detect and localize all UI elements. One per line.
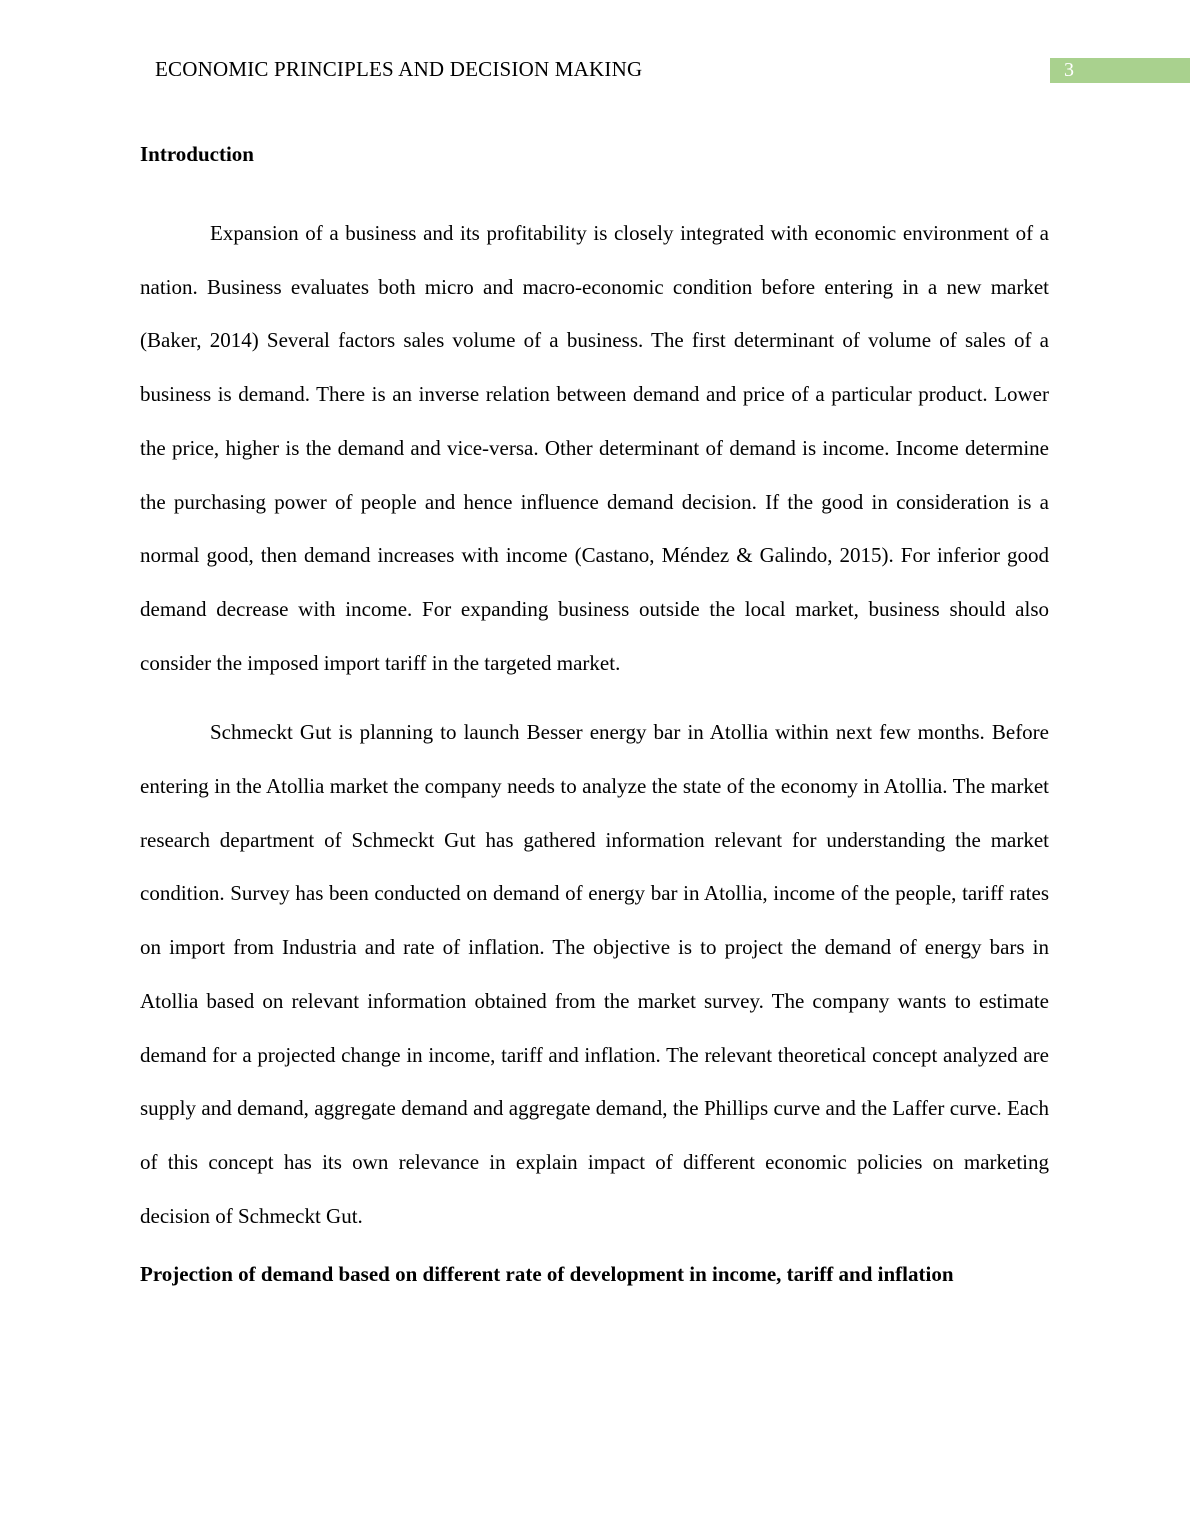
page-number-badge: 3 [1050,58,1190,83]
document-body [140,139,1049,1289]
paragraph-1: Expansion of a business and its profitability is closely integrated with economic environment of a nation. Business evaluates both micro and macro-economic condition before entering in a new market (Baker, 2014) Several factors sales volume of a business. The first determinant of volume of sales of a business is demand. There is an inverse relation between demand and price of a particular product. Lower the price, higher is the demand and vice-versa. Other determinant of demand is income. Income determine the purchasing power of people and hence influence demand decision. If the good in consideration is a normal good, then demand increases with income (Castano, Méndez & Galindo, 2015). For inferior good demand decrease with income. For expanding business outside the local market, business should also consider the imposed import tariff in the targeted market. [140,221,1049,675]
paragraph-2: Schmeckt Gut is planning to launch Besser energy bar in Atollia within next few months. Before entering in the Atollia market the company needs to analyze the state of the economy in Atollia. The market research department of Schmeckt Gut has gathered information relevant for understanding the market condition. Survey has been conducted on demand of energy bar in Atollia, income of the people, tariff rates on import from Industria and rate of inflation. The objective is to project the demand of energy bars in Atollia based on relevant information obtained from the market survey. The company wants to estimate demand for a projected change in income, tariff and inflation. The relevant theoretical concept analyzed are supply and demand, aggregate demand and aggregate demand, the Phillips curve and the Laffer curve. Each of this concept has its own relevance in explain impact of different economic policies on marketing decision of Schmeckt Gut. [140,720,1049,1228]
section-heading-projection: Projection of demand based on different rate of development in income, tariff and inflation [140,1262,954,1287]
running-header-title: ECONOMIC PRINCIPLES AND DECISION MAKING [155,57,643,81]
section-heading-introduction: Introduction [140,142,254,166]
